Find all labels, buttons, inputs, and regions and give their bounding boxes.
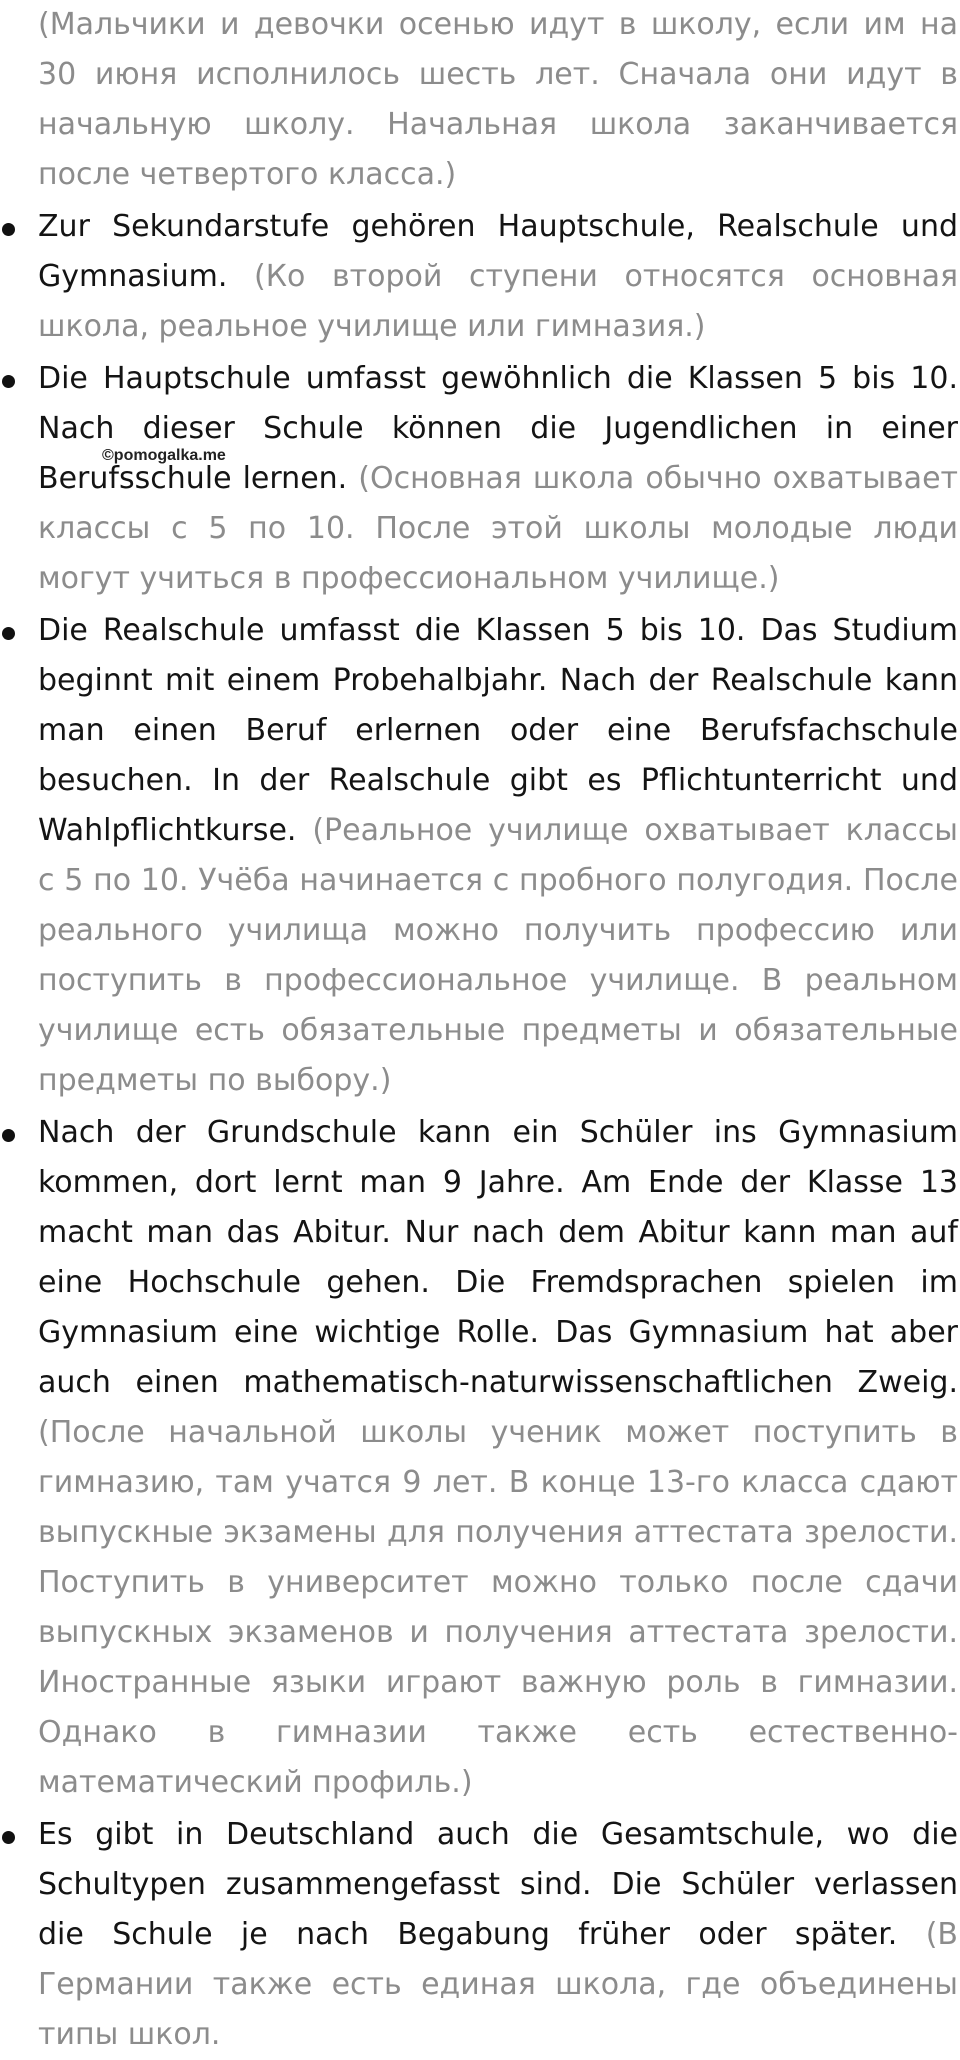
german-text: Nach der Grundschule kann ein Schüler ins Gymnasium kommen, dort lernt man 9 Jahre. Am Ende der Klasse 13 macht man das Abitur. Nur nach dem Abitur kann man auf eine Hochschule gehen. Die Fremdsprachen spielen im Gymnasium eine wichtige Rolle. Das Gymnasium hat aber auch einen mathematisch-naturwissenschaftlichen Zweig. — [38, 1115, 958, 1400]
bullet-list — [0, 202, 960, 2060]
bullet-icon — [2, 375, 15, 388]
list-item — [0, 354, 958, 604]
russian-translation: (Реальное училище охватывает классы с 5 по 10. Учёба начинается с пробного полугодия. После реального училища можно получить профессию или поступить в профессиональное училище. В реальном училище есть обязательные предметы и обязательные предметы по выбору.) — [38, 813, 958, 1098]
german-text: Zur Sekundarstufe gehören Hauptschule, Realschule und Gymnasium. — [38, 209, 958, 294]
russian-translation: (Основная школа обычно охватывает классы с 5 по 10. После этой школы молодые люди могут учиться в профессиональном училище.) — [38, 461, 958, 596]
list-item — [0, 1810, 958, 2060]
list-item — [0, 202, 958, 352]
german-text: Die Hauptschule umfasst gewöhnlich die Klassen 5 bis 10. Nach dieser Schule können die Jugendlichen in einer Berufsschule lernen. — [38, 361, 958, 496]
list-item — [0, 606, 958, 1106]
bullet-icon — [2, 1129, 15, 1142]
bullet-icon — [2, 1831, 15, 1844]
bullet-icon — [2, 223, 15, 236]
bullet-icon — [2, 627, 15, 640]
russian-translation: (Ко второй ступени относятся основная школа, реальное училище или гимназия.) — [38, 259, 958, 344]
intro-paragraph: (Мальчики и девочки осенью идут в школу, если им на 30 июня исполнилось шесть лет. Сначала они идут в начальную школу. Начальная школа заканчивается после четвертого класса.) — [38, 7, 958, 192]
watermark-label: ©pomogalka.me — [102, 447, 226, 464]
russian-translation: (После начальной школы ученик может поступить в гимназию, там учатся 9 лет. В конце 13-го класса сдают выпускные экзамены для получения аттестата зрелости. Поступить в университет можно только после сдачи выпускных экзаменов и получения аттестата зрелости. Иностранные языки играют важную роль в гимназии. Однако в гимназии также есть естественно-математический профиль.) — [38, 1415, 958, 1800]
german-text: Die Realschule umfasst die Klassen 5 bis 10. Das Studium beginnt mit einem Probehalbjahr. Nach der Realschule kann man einen Beruf erlernen oder eine Berufsfachschule besuchen. In der Realschule gibt es Pflichtunterricht und Wahlpflichtkurse. — [38, 613, 958, 848]
russian-translation: (В Германии также есть единая школа, где объединены типы школ. — [38, 1917, 958, 2052]
list-item — [0, 1108, 958, 1808]
german-text: Es gibt in Deutschland auch die Gesamtschule, wo die Schultypen zusammengefasst sind. Die Schüler verlassen die Schule je nach Begabung früher oder später. — [38, 1817, 958, 1952]
